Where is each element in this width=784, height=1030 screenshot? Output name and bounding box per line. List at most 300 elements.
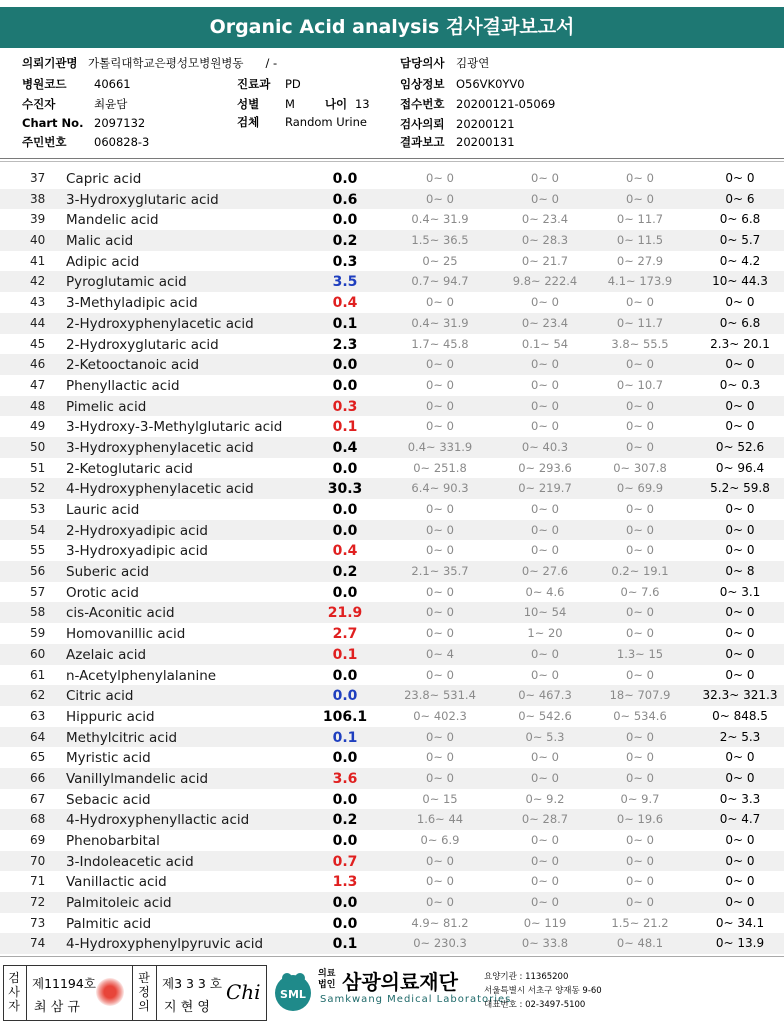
analyte-name: 3-Hydroxyglutaric acid (66, 191, 219, 208)
reference-range-1: 4.9~ 81.2 (411, 915, 469, 930)
row-number: 48 (30, 398, 46, 413)
row-number: 62 (30, 688, 46, 703)
analyte-name: 4-Hydroxyphenylacetic acid (66, 481, 254, 498)
table-row (0, 189, 784, 210)
reference-range-2: 0~ 28.3 (521, 233, 569, 248)
org-english: Samkwang Medical Laboratories (320, 994, 512, 1005)
analyte-name: Malic acid (66, 233, 134, 250)
reference-range-2: 0~ 21.7 (521, 253, 569, 268)
info-clinical: 임상정보 O56VK0YV0 (400, 77, 525, 91)
analyte-name: 2-Hydroxyglutaric acid (66, 336, 219, 353)
corp-label: 의료 법인 (318, 969, 336, 990)
reference-range-2: 0~ 0 (531, 171, 559, 185)
reference-range-2: 0~ 0 (531, 419, 559, 434)
reference-range-3: 0~ 0 (626, 398, 654, 413)
info-specimen: 검체 Random Urine (237, 115, 367, 129)
table-row (0, 396, 784, 417)
analyte-name: Lauric acid (66, 502, 140, 518)
reference-range-2: 0~ 0 (531, 357, 559, 372)
table-row (0, 871, 784, 892)
result-value: 0.1 (332, 419, 358, 436)
analyte-name: 3-Hydroxy-3-Methylglutaric acid (66, 419, 283, 436)
reference-range-1: 0~ 0 (426, 584, 454, 599)
analyte-name: Hippuric acid (66, 708, 155, 725)
reference-range-3: 0~ 534.6 (613, 708, 667, 723)
result-value: 0.4 (332, 439, 358, 456)
reference-range-4: 0~ 0 (725, 895, 755, 910)
reference-range-4: 0~ 0 (725, 419, 755, 434)
reference-range-1: 0~ 25 (422, 253, 458, 268)
analyte-name: Pyroglutamic acid (66, 274, 187, 291)
reference-range-2: 0~ 27.6 (521, 564, 569, 579)
reference-range-3: 0~ 0 (626, 874, 654, 889)
row-number: 67 (30, 791, 46, 806)
table-row (0, 727, 784, 748)
result-value: 21.9 (327, 605, 363, 622)
reference-range-3: 0~ 0 (626, 439, 654, 454)
row-number: 64 (30, 729, 46, 744)
reference-range-2: 0~ 0 (531, 398, 559, 413)
examiner-license: 제11194호 (32, 976, 96, 991)
result-value: 0.0 (332, 791, 358, 808)
result-value: 2.3 (332, 336, 358, 353)
row-number: 61 (30, 667, 46, 682)
row-number: 42 (30, 274, 46, 289)
table-row (0, 540, 784, 561)
reference-range-3: 0~ 19.6 (616, 812, 664, 827)
result-value: 0.0 (332, 833, 358, 849)
result-value: 30.3 (327, 481, 363, 498)
reference-range-2: 0~ 33.8 (521, 936, 569, 951)
reference-range-4: 2~ 5.3 (719, 729, 761, 744)
signature-box (3, 965, 267, 1021)
analyte-name: Pimelic acid (66, 398, 147, 415)
row-number: 44 (30, 315, 46, 330)
analyte-name: Citric acid (66, 688, 134, 705)
patient-info (0, 52, 784, 156)
analyte-name: Phenyllactic acid (66, 377, 180, 394)
table-row (0, 851, 784, 872)
reference-range-3: 0~ 0 (626, 543, 654, 558)
reference-range-1: 0~ 251.8 (413, 460, 467, 475)
info-request-date: 검사의뢰 20200121 (400, 117, 515, 131)
reference-range-4: 0~ 4.7 (719, 812, 761, 827)
analyte-name: Vanillactic acid (66, 874, 167, 891)
analyte-name: 2-Hydroxyadipic acid (66, 522, 208, 539)
table-row (0, 375, 784, 396)
result-value: 0.0 (332, 895, 358, 912)
row-number: 45 (30, 336, 46, 351)
result-value: 0.0 (332, 212, 358, 229)
analyte-name: Sebacic acid (66, 791, 151, 808)
reference-range-4: 2.3~ 20.1 (710, 336, 770, 351)
reference-range-2: 0~ 0 (531, 750, 559, 765)
reference-range-4: 0~ 5.7 (719, 233, 761, 248)
result-value: 0.1 (332, 646, 358, 663)
reference-range-3: 0~ 0 (626, 833, 654, 847)
analyte-name: Capric acid (66, 171, 142, 187)
analyte-name: 3-Methyladipic acid (66, 295, 198, 312)
analyte-name: 4-Hydroxyphenyllactic acid (66, 812, 250, 829)
reference-range-4: 0~ 6.8 (719, 212, 761, 227)
table-row (0, 416, 784, 437)
info-sex: 성별 M 나이 13 (237, 97, 370, 111)
analyte-name: 2-Ketoglutaric acid (66, 460, 193, 477)
table-row (0, 334, 784, 355)
header-divider (0, 158, 784, 159)
reference-range-3: 1.5~ 21.2 (611, 915, 669, 930)
result-value: 0.1 (332, 729, 358, 746)
table-row (0, 933, 784, 954)
reference-range-2: 1~ 20 (527, 626, 563, 641)
analyte-name: Myristic acid (66, 750, 151, 767)
reference-range-1: 0~ 0 (426, 295, 454, 310)
reference-range-1: 23.8~ 531.4 (404, 688, 476, 703)
reference-range-3: 0~ 0 (626, 729, 654, 744)
table-row (0, 209, 784, 230)
analyte-name: 4-Hydroxyphenylpyruvic acid (66, 936, 264, 953)
reference-range-3: 0~ 0 (626, 502, 654, 516)
reference-range-4: 0~ 0 (725, 605, 755, 620)
reference-range-4: 0~ 96.4 (715, 460, 765, 475)
table-row (0, 499, 784, 520)
analyte-name: 3-Hydroxyphenylacetic acid (66, 439, 254, 456)
reference-range-1: 0~ 0 (426, 398, 454, 413)
reference-range-4: 0~ 0 (725, 171, 755, 185)
reference-range-4: 0~ 0 (725, 502, 755, 516)
reference-range-1: 1.6~ 44 (416, 812, 464, 827)
reference-range-2: 0~ 0 (531, 833, 559, 847)
result-value: 0.0 (332, 915, 358, 932)
reference-range-4: 0~ 0 (725, 398, 755, 413)
org-phone: 대표번호 : 02-3497-5100 (484, 1000, 586, 1010)
reference-range-4: 32.3~ 321.3 (702, 688, 778, 703)
table-row (0, 602, 784, 623)
row-number: 50 (30, 439, 46, 454)
info-doctor: 담당의사 김광연 (400, 56, 490, 70)
row-number: 51 (30, 460, 46, 475)
reference-range-3: 0.2~ 19.1 (611, 564, 669, 579)
info-report-date: 결과보고 20200131 (400, 135, 515, 149)
analyte-name: Adipic acid (66, 253, 140, 270)
analyte-name: 2-Hydroxyphenylacetic acid (66, 315, 254, 332)
analyte-name: Methylcitric acid (66, 729, 178, 746)
table-row (0, 789, 784, 810)
reference-range-3: 18~ 707.9 (609, 688, 671, 703)
reference-range-2: 0~ 0 (531, 895, 559, 910)
row-number: 71 (30, 874, 46, 889)
institution-code: 요양기관 : 11365200 (484, 972, 569, 982)
reference-range-3: 0~ 0 (626, 419, 654, 434)
row-number: 69 (30, 833, 46, 847)
row-number: 63 (30, 708, 46, 723)
row-number: 53 (30, 502, 46, 516)
table-row (0, 685, 784, 706)
reference-range-1: 0~ 0 (426, 770, 454, 785)
row-number: 58 (30, 605, 46, 620)
reference-range-3: 0~ 0 (626, 357, 654, 372)
reference-range-2: 0~ 0 (531, 667, 559, 682)
reference-range-2: 0~ 119 (523, 915, 567, 930)
reference-range-4: 0~ 0 (725, 833, 755, 847)
reference-range-4: 0~ 0 (725, 750, 755, 765)
reference-range-1: 6.4~ 90.3 (411, 481, 469, 496)
row-number: 70 (30, 853, 46, 868)
table-row (0, 913, 784, 934)
reference-range-2: 0~ 40.3 (521, 439, 569, 454)
reference-range-4: 0~ 0 (725, 874, 755, 889)
analyte-name: Azelaic acid (66, 646, 147, 663)
reference-range-3: 0~ 0 (626, 770, 654, 785)
info-department: 진료과 PD (237, 77, 301, 91)
reference-range-2: 0~ 542.6 (518, 708, 572, 723)
reference-range-4: 0~ 848.5 (712, 708, 768, 723)
reference-range-4: 0~ 4.2 (719, 253, 761, 268)
result-table (0, 168, 784, 954)
row-number: 49 (30, 419, 46, 434)
reference-range-1: 0.4~ 31.9 (411, 212, 469, 227)
reference-range-3: 0~ 11.7 (616, 212, 664, 227)
reference-range-2: 0~ 219.7 (518, 481, 572, 496)
reference-range-1: 0~ 0 (426, 171, 454, 185)
table-row (0, 458, 784, 479)
result-value: 0.3 (332, 398, 358, 415)
result-value: 0.2 (332, 812, 358, 829)
result-value: 0.0 (332, 460, 358, 477)
reference-range-4: 0~ 0 (725, 646, 755, 661)
reference-range-1: 0~ 0 (426, 191, 454, 206)
result-value: 0.1 (332, 315, 358, 332)
reference-range-3: 0~ 48.1 (616, 936, 664, 951)
reference-range-3: 0~ 10.7 (616, 377, 664, 392)
row-number: 74 (30, 936, 46, 951)
table-row (0, 561, 784, 582)
reference-range-1: 0.7~ 94.7 (411, 274, 469, 289)
reference-range-2: 0~ 0 (531, 191, 559, 206)
reference-range-3: 0~ 11.5 (616, 233, 664, 248)
reference-range-2: 0~ 467.3 (518, 688, 572, 703)
reference-range-1: 0~ 6.9 (420, 833, 460, 847)
reference-range-4: 0~ 0 (725, 626, 755, 641)
analyte-name: Orotic acid (66, 584, 139, 601)
reference-range-2: 0~ 0 (531, 853, 559, 868)
footer-divider (0, 956, 784, 957)
reference-range-3: 0~ 0 (626, 667, 654, 682)
reference-range-2: 0~ 0 (531, 502, 559, 516)
reference-range-1: 0~ 0 (426, 605, 454, 620)
info-chart-no: Chart No. 2097132 (22, 116, 146, 130)
table-row (0, 809, 784, 830)
result-value: 0.0 (332, 584, 358, 601)
reference-range-4: 0~ 6.8 (719, 315, 761, 330)
sml-logo-icon (272, 970, 314, 1012)
reference-range-4: 0~ 0 (725, 522, 755, 537)
result-value: 0.0 (332, 357, 358, 374)
result-value: 0.0 (332, 171, 358, 187)
report-title: Organic Acid analysis 검사결과보고서 (0, 7, 784, 48)
result-value: 0.0 (332, 522, 358, 539)
reference-range-2: 0~ 293.6 (518, 460, 572, 475)
org-name: 삼광의료재단 (342, 970, 458, 994)
reference-range-2: 0~ 0 (531, 646, 559, 661)
reference-range-1: 0~ 230.3 (413, 936, 467, 951)
info-hospital-code: 병원코드 40661 (22, 77, 131, 91)
reference-range-2: 0~ 9.2 (525, 791, 565, 806)
reference-range-3: 4.1~ 173.9 (607, 274, 673, 289)
result-value: 0.1 (332, 936, 358, 953)
reference-range-2: 0~ 23.4 (521, 315, 569, 330)
reference-range-4: 0~ 0 (725, 543, 755, 558)
table-row (0, 478, 784, 499)
row-number: 40 (30, 233, 46, 248)
reference-range-2: 0~ 4.6 (525, 584, 565, 599)
reference-range-4: 0~ 0 (725, 853, 755, 868)
examiner-seal (96, 978, 124, 1006)
result-value: 106.1 (322, 708, 368, 725)
reviewer-name: 지 현 영 (164, 1000, 210, 1015)
analyte-name: 3-Indoleacetic acid (66, 853, 194, 870)
info-patient: 수진자 최윤담 (22, 97, 128, 111)
result-value: 2.7 (332, 626, 358, 643)
table-row (0, 313, 784, 334)
result-value: 3.6 (332, 770, 358, 787)
reference-range-4: 0~ 0 (725, 295, 755, 310)
reference-range-1: 0~ 0 (426, 750, 454, 765)
reference-range-1: 0~ 0 (426, 357, 454, 372)
table-row (0, 582, 784, 603)
reference-range-3: 0~ 0 (626, 295, 654, 310)
reference-range-3: 0~ 0 (626, 171, 654, 185)
row-number: 72 (30, 895, 46, 910)
reference-range-4: 0~ 0 (725, 667, 755, 682)
row-number: 57 (30, 584, 46, 599)
reference-range-4: 0~ 34.1 (715, 915, 765, 930)
reference-range-1: 2.1~ 35.7 (411, 564, 469, 579)
table-row (0, 706, 784, 727)
table-row (0, 623, 784, 644)
reference-range-2: 0~ 0 (531, 377, 559, 392)
info-receipt-no: 접수번호 20200121-05069 (400, 97, 556, 111)
reference-range-3: 0~ 11.7 (616, 315, 664, 330)
analyte-name: 3-Hydroxyadipic acid (66, 543, 208, 560)
reference-range-2: 10~ 54 (523, 605, 567, 620)
reference-range-4: 0~ 8 (725, 564, 755, 579)
reference-range-1: 0.4~ 31.9 (411, 315, 469, 330)
row-number: 55 (30, 543, 46, 558)
table-row (0, 665, 784, 686)
reference-range-1: 0~ 0 (426, 667, 454, 682)
row-number: 68 (30, 812, 46, 827)
row-number: 56 (30, 564, 46, 579)
table-row (0, 168, 784, 189)
row-number: 54 (30, 522, 46, 537)
table-row (0, 292, 784, 313)
row-number: 43 (30, 295, 46, 310)
table-row (0, 644, 784, 665)
reference-range-2: 0~ 5.3 (525, 729, 565, 744)
row-number: 39 (30, 212, 46, 227)
table-row (0, 892, 784, 913)
reference-range-3: 0~ 0 (626, 750, 654, 765)
reference-range-3: 0~ 27.9 (616, 253, 664, 268)
reviewer-license: 제3 3 3 호 (162, 976, 222, 991)
result-value: 0.0 (332, 688, 358, 705)
row-number: 38 (30, 191, 46, 206)
reference-range-2: 9.8~ 222.4 (512, 274, 578, 289)
examiner-name: 최 삼 규 (34, 1000, 80, 1015)
row-number: 60 (30, 646, 46, 661)
reference-range-2: 0~ 0 (531, 874, 559, 889)
reference-range-3: 3.8~ 55.5 (611, 336, 669, 351)
analyte-name: n-Acetylphenylalanine (66, 667, 217, 684)
reference-range-4: 0~ 3.1 (719, 584, 761, 599)
row-number: 66 (30, 770, 46, 785)
reference-range-2: 0~ 28.7 (521, 812, 569, 827)
reference-range-2: 0.1~ 54 (521, 336, 569, 351)
reference-range-3: 0~ 0 (626, 853, 654, 868)
reference-range-3: 0~ 0 (626, 605, 654, 620)
result-value: 3.5 (332, 274, 358, 291)
reference-range-4: 0~ 0.3 (719, 377, 761, 392)
reference-range-1: 0~ 0 (426, 543, 454, 558)
reference-range-3: 0~ 307.8 (613, 460, 667, 475)
row-number: 37 (30, 171, 46, 185)
analyte-name: Phenobarbital (66, 833, 160, 849)
row-number: 59 (30, 626, 46, 641)
result-value: 0.2 (332, 564, 358, 581)
sml-badge-text: SML (280, 988, 306, 1001)
reference-range-4: 0~ 13.9 (715, 936, 765, 951)
examiner-label: 검사자 (8, 971, 20, 1013)
reference-range-4: 0~ 0 (725, 770, 755, 785)
table-row (0, 747, 784, 768)
row-number: 47 (30, 377, 46, 392)
reference-range-1: 0~ 0 (426, 502, 454, 516)
result-value: 0.6 (332, 191, 358, 208)
info-resident-no: 주민번호 060828-3 (22, 135, 150, 149)
result-value: 0.0 (332, 377, 358, 394)
result-value: 0.0 (332, 667, 358, 684)
table-row (0, 230, 784, 251)
result-value: 1.3 (332, 874, 358, 891)
reference-range-3: 0~ 7.6 (620, 584, 660, 599)
reference-range-2: 0~ 0 (531, 770, 559, 785)
table-row (0, 830, 784, 851)
result-value: 0.0 (332, 750, 358, 767)
reference-range-4: 0~ 52.6 (715, 439, 765, 454)
info-institution: 의뢰기관명 가톨릭대학교은평성모병원병동 / - (22, 56, 278, 70)
reference-range-3: 0~ 9.7 (620, 791, 660, 806)
result-value: 0.3 (332, 253, 358, 270)
reference-range-1: 0~ 0 (426, 895, 454, 910)
reference-range-1: 0~ 15 (422, 791, 458, 806)
table-row (0, 354, 784, 375)
analyte-name: 2-Ketooctanoic acid (66, 357, 200, 374)
reference-range-1: 1.5~ 36.5 (411, 233, 469, 248)
reference-range-3: 0~ 0 (626, 522, 654, 537)
table-row (0, 251, 784, 272)
analyte-name: Palmitoleic acid (66, 895, 172, 912)
reference-range-1: 1.7~ 45.8 (411, 336, 469, 351)
row-number: 46 (30, 357, 46, 372)
reference-range-1: 0~ 0 (426, 729, 454, 744)
row-number: 52 (30, 481, 46, 496)
reference-range-2: 0~ 0 (531, 543, 559, 558)
table-row (0, 520, 784, 541)
row-number: 65 (30, 750, 46, 765)
reference-range-2: 0~ 23.4 (521, 212, 569, 227)
row-number: 73 (30, 915, 46, 930)
